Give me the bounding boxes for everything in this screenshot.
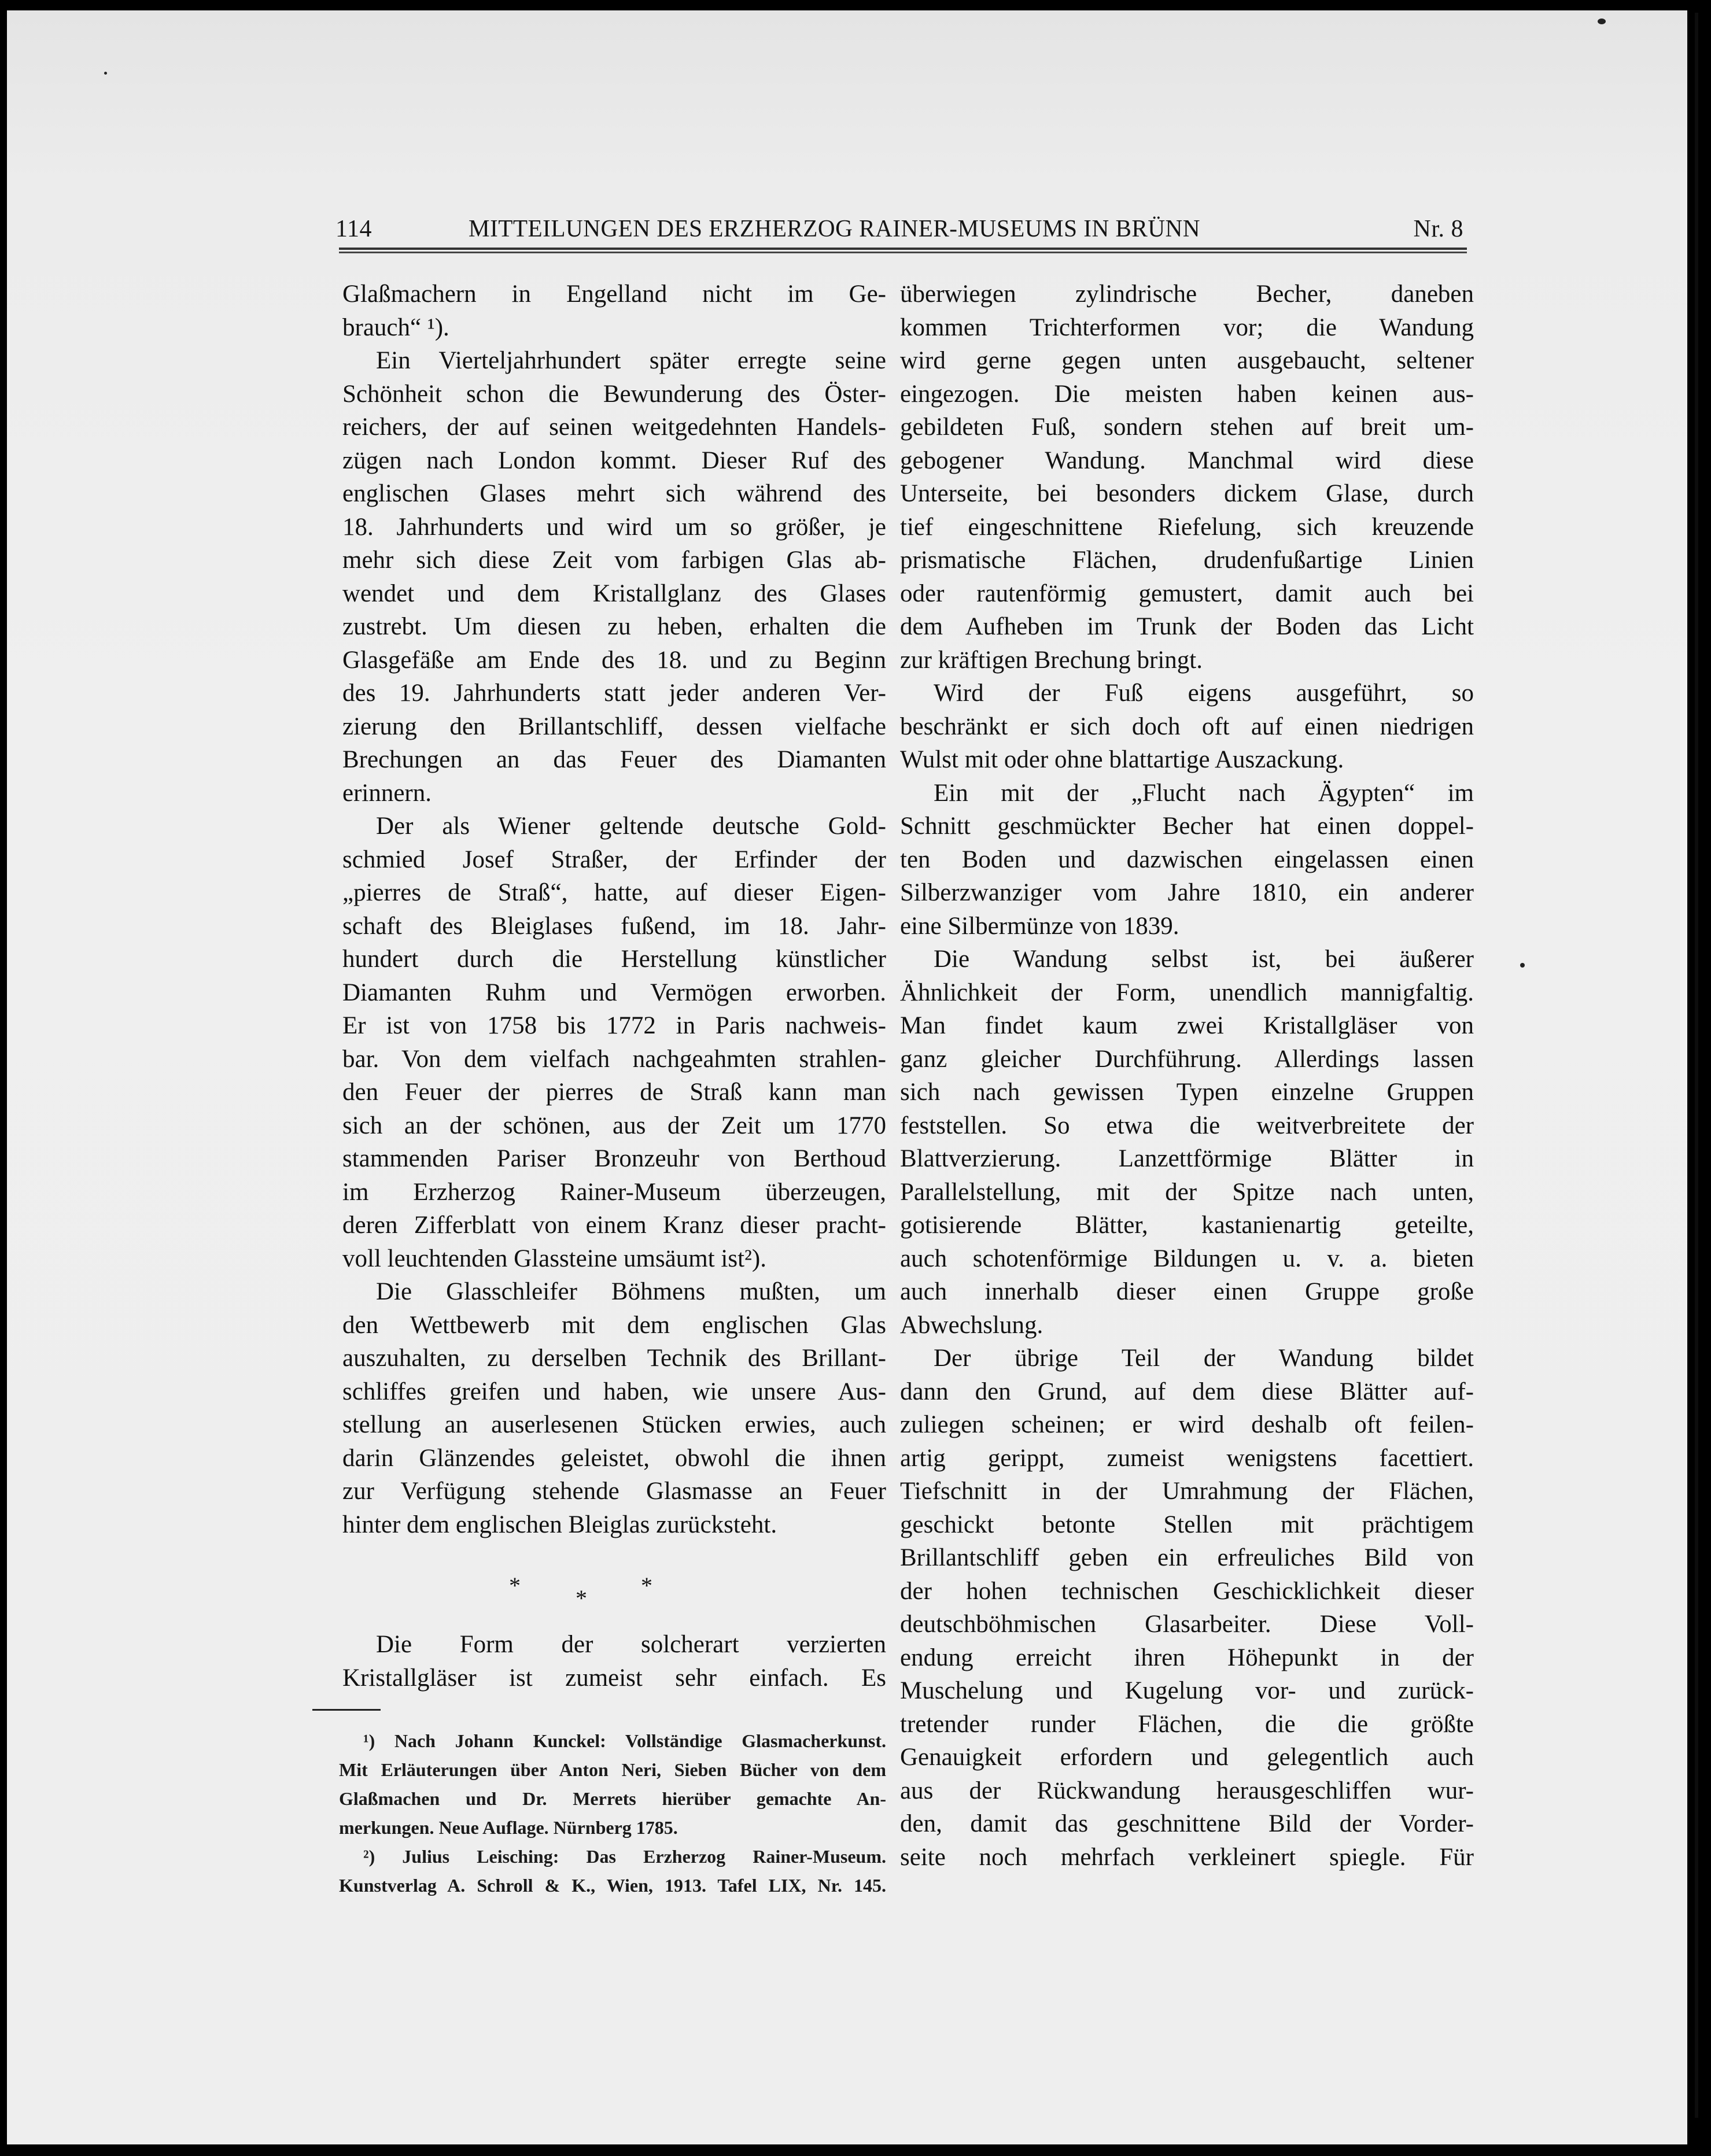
text-line: prismatische Flächen, drudenfußartige Linien <box>900 547 1474 574</box>
text-line: sich an der schönen, aus der Zeit um 1770 <box>342 1112 886 1139</box>
text-line: der hohen technischen Geschicklichkeit dieser <box>900 1577 1474 1605</box>
text-line: seite noch mehrfach verkleinert spiegle. Für <box>900 1843 1474 1871</box>
text-line: dann den Grund, auf dem diese Blätter auf- <box>900 1378 1474 1405</box>
asterisk: * <box>576 1585 587 1611</box>
text-line: Blattverzierung. Lanzettförmige Blätter in <box>900 1145 1474 1172</box>
text-line: Brechungen an das Feuer des Diamanten <box>342 746 886 773</box>
text-line: mehr sich diese Zeit vom farbigen Glas ab- <box>342 547 886 574</box>
text-line: den Wettbewerb mit dem englischen Glas <box>342 1311 886 1339</box>
footnote-rule <box>312 1709 381 1711</box>
text-line: schmied Josef Straßer, der Erfinder der <box>342 846 886 873</box>
text-line: Diamanten Ruhm und Vermögen erworben. <box>342 979 886 1006</box>
text-line: überwiegen zylindrische Becher, daneben <box>900 280 1474 308</box>
text-line: Schnitt geschmückter Becher hat einen doppel- <box>900 813 1474 840</box>
running-title: MITTEILUNGEN DES ERZHERZOG RAINER-MUSEUMS IN BRÜNN <box>469 216 1200 242</box>
text-line: zustrebt. Um diesen zu heben, erhalten die <box>342 613 886 640</box>
page-edge-shadow <box>1695 13 1698 2118</box>
text-line: beschränkt er sich doch oft auf einen niedrigen <box>900 712 1474 740</box>
footnote-1-line: Mit Erläuterungen über Anton Neri, Sieben Bücher von dem <box>339 1759 886 1780</box>
text-line: deutschböhmischen Glasarbeiter. Diese Voll- <box>900 1611 1474 1638</box>
text-line: Die Form der solcherart verzierten <box>376 1631 886 1658</box>
text-line: „pierres de Straß“, hatte, auf dieser Eigen- <box>342 879 886 906</box>
text-line: gotisierende Blätter, kastanienartig geteilte, <box>900 1212 1474 1239</box>
text-line: Wulst mit oder ohne blattartige Auszackung. <box>900 746 1344 773</box>
footnotes <box>339 1726 886 1900</box>
text-line: stammenden Pariser Bronzeuhr von Berthoud <box>342 1145 886 1172</box>
text-line: zügen nach London kommt. Dieser Ruf des <box>342 446 886 474</box>
footnote-2-line: Kunstverlag A. Schroll & K., Wien, 1913. Tafel LIX, Nr. 145. <box>339 1875 886 1896</box>
text-line: Glasgefäße am Ende des 18. und zu Beginn <box>342 646 886 674</box>
text-line: voll leuchtenden Glassteine umsäumt ist²). <box>342 1245 766 1272</box>
footnote-1-line: Glaßmachen und Dr. Merrets hierüber gemachte An- <box>339 1788 886 1809</box>
text-line: erinnern. <box>342 779 432 807</box>
text-line: zuliegen scheinen; er wird deshalb oft feilen- <box>900 1411 1474 1438</box>
footnote-1-line: merkungen. Neue Auflage. Nürnberg 1785. <box>339 1817 678 1838</box>
text-line: Unterseite, bei besonders dickem Glase, durch <box>900 480 1474 507</box>
text-line: Abwechslung. <box>900 1311 1043 1339</box>
text-line: aus der Rückwandung herausgeschliffen wur- <box>900 1777 1474 1804</box>
text-line: den Feuer der pierres de Straß kann man <box>342 1079 886 1106</box>
running-header <box>335 215 1463 250</box>
text-line: gebogener Wandung. Manchmal wird diese <box>900 446 1474 474</box>
text-line: reichers, der auf seinen weitgedehnten Handels- <box>342 414 886 441</box>
text-line: ganz gleicher Durchführung. Allerdings lassen <box>900 1045 1474 1073</box>
text-line: Ein mit der „Flucht nach Ägypten“ im <box>934 779 1474 807</box>
text-line: gebildeten Fuß, sondern stehen auf breit um- <box>900 414 1474 441</box>
text-line: oder rautenförmig gemustert, damit auch bei <box>900 579 1474 607</box>
right-column <box>900 278 1474 1874</box>
text-line: ten Boden und dazwischen eingelassen einen <box>900 846 1474 873</box>
issue-number: Nr. 8 <box>1413 216 1463 242</box>
scan-speck <box>104 72 107 75</box>
text-line: Ähnlichkeit der Form, unendlich mannigfaltig. <box>900 979 1474 1006</box>
text-line: Silberzwanziger vom Jahre 1810, ein anderer <box>900 879 1474 906</box>
text-line: schaft des Bleiglases fußend, im 18. Jahr- <box>342 912 886 940</box>
text-line: endung erreicht ihren Höhepunkt in der <box>900 1644 1474 1671</box>
text-line: schliffes greifen und haben, wie unsere Aus- <box>342 1378 886 1405</box>
text-line: Glaßmachern in Engelland nicht im Ge- <box>342 280 886 308</box>
text-line: Die Wandung selbst ist, bei äußerer <box>934 946 1474 973</box>
text-line: zur Verfügung stehende Glasmasse an Feuer <box>342 1478 886 1505</box>
text-line: Tiefschnitt in der Umrahmung der Flächen, <box>900 1478 1474 1505</box>
text-line: darin Glänzendes geleistet, obwohl die ihnen <box>342 1444 886 1472</box>
text-line: Man findet kaum zwei Kristallgläser von <box>900 1012 1474 1039</box>
text-line: auch innerhalb dieser einen Gruppe große <box>900 1278 1474 1305</box>
left-column <box>342 278 886 1541</box>
text-line: eine Silbermünze von 1839. <box>900 912 1179 940</box>
text-line: Die Glasschleifer Böhmens mußten, um <box>376 1278 886 1305</box>
text-line: Genauigkeit erfordern und gelegentlich auch <box>900 1744 1474 1771</box>
text-line: englischen Glases mehrt sich während des <box>342 480 886 507</box>
section-break-asterism <box>509 1572 683 1624</box>
footnote-2-line: ²) Julius Leisching: Das Erzherzog Rainer-Museum. <box>363 1846 886 1867</box>
header-double-rule <box>339 248 1467 253</box>
text-line: stellung an auserlesenen Stücken erwies, auch <box>342 1411 886 1438</box>
text-line: auszuhalten, zu derselben Technik des Brillant- <box>342 1345 886 1372</box>
text-line: Er ist von 1758 bis 1772 in Paris nachweis- <box>342 1012 886 1039</box>
text-line: zur kräftigen Brechung bringt. <box>900 646 1203 674</box>
text-line: wird gerne gegen unten ausgebaucht, seltener <box>900 347 1474 374</box>
text-line: des 19. Jahrhunderts statt jeder anderen Ver- <box>342 680 886 707</box>
text-line: Brillantschliff geben ein erfreuliches Bild von <box>900 1544 1474 1571</box>
text-line: tief eingeschnittene Riefelung, sich kreuzende <box>900 513 1474 541</box>
text-line: hundert durch die Herstellung künstlicher <box>342 946 886 973</box>
text-line: Kristallgläser ist zumeist sehr einfach. Es <box>342 1664 886 1692</box>
text-line: Ein Vierteljahrhundert später erregte seine <box>376 347 886 374</box>
text-line: sich nach gewissen Typen einzelne Gruppen <box>900 1079 1474 1106</box>
footnote-1-line: ¹) Nach Johann Kunckel: Vollständige Glasmacherkunst. <box>363 1730 886 1751</box>
asterisk: * <box>509 1572 521 1598</box>
text-line: bar. Von dem vielfach nachgeahmten strahlen- <box>342 1045 886 1073</box>
scan-speck <box>1520 963 1525 968</box>
text-line: 18. Jahrhunderts und wird um so größer, je <box>342 513 886 541</box>
scan-speck <box>1598 19 1606 24</box>
text-line: Der übrige Teil der Wandung bildet <box>934 1345 1474 1372</box>
asterisk: * <box>641 1572 652 1598</box>
text-line: den, damit das geschnittene Bild der Vorder- <box>900 1810 1474 1837</box>
text-line: artig gerippt, zumeist wenigstens facettiert. <box>900 1444 1474 1472</box>
text-line: auch schotenförmige Bildungen u. v. a. bieten <box>900 1245 1474 1272</box>
text-line: Wird der Fuß eigens ausgeführt, so <box>934 680 1474 707</box>
text-line: hinter dem englischen Bleiglas zurücksteht. <box>342 1511 777 1538</box>
text-line: feststellen. So etwa die weitverbreitete der <box>900 1112 1474 1139</box>
text-line: Schönheit schon die Bewunderung des Öster- <box>342 380 886 408</box>
text-line: deren Zifferblatt von einem Kranz dieser pracht- <box>342 1212 886 1239</box>
text-line: kommen Trichterformen vor; die Wandung <box>900 313 1474 341</box>
text-line: geschickt betonte Stellen mit prächtigem <box>900 1511 1474 1538</box>
text-line: im Erzherzog Rainer-Museum überzeugen, <box>342 1178 886 1206</box>
left-column-after-break <box>342 1628 886 1694</box>
text-line: tretender runder Flächen, die die größte <box>900 1710 1474 1738</box>
text-line: zierung den Brillantschliff, dessen vielfache <box>342 712 886 740</box>
text-line: Der als Wiener geltende deutsche Gold- <box>376 813 886 840</box>
text-line: wendet und dem Kristallglanz des Glases <box>342 579 886 607</box>
text-line: Parallelstellung, mit der Spitze nach unten, <box>900 1178 1474 1206</box>
text-line: brauch“ ¹). <box>342 313 449 341</box>
text-line: dem Aufheben im Trunk der Boden das Licht <box>900 613 1474 640</box>
text-line: Muschelung und Kugelung vor- und zurück- <box>900 1677 1474 1704</box>
text-line: eingezogen. Die meisten haben keinen aus- <box>900 380 1474 408</box>
page-number: 114 <box>335 216 372 242</box>
